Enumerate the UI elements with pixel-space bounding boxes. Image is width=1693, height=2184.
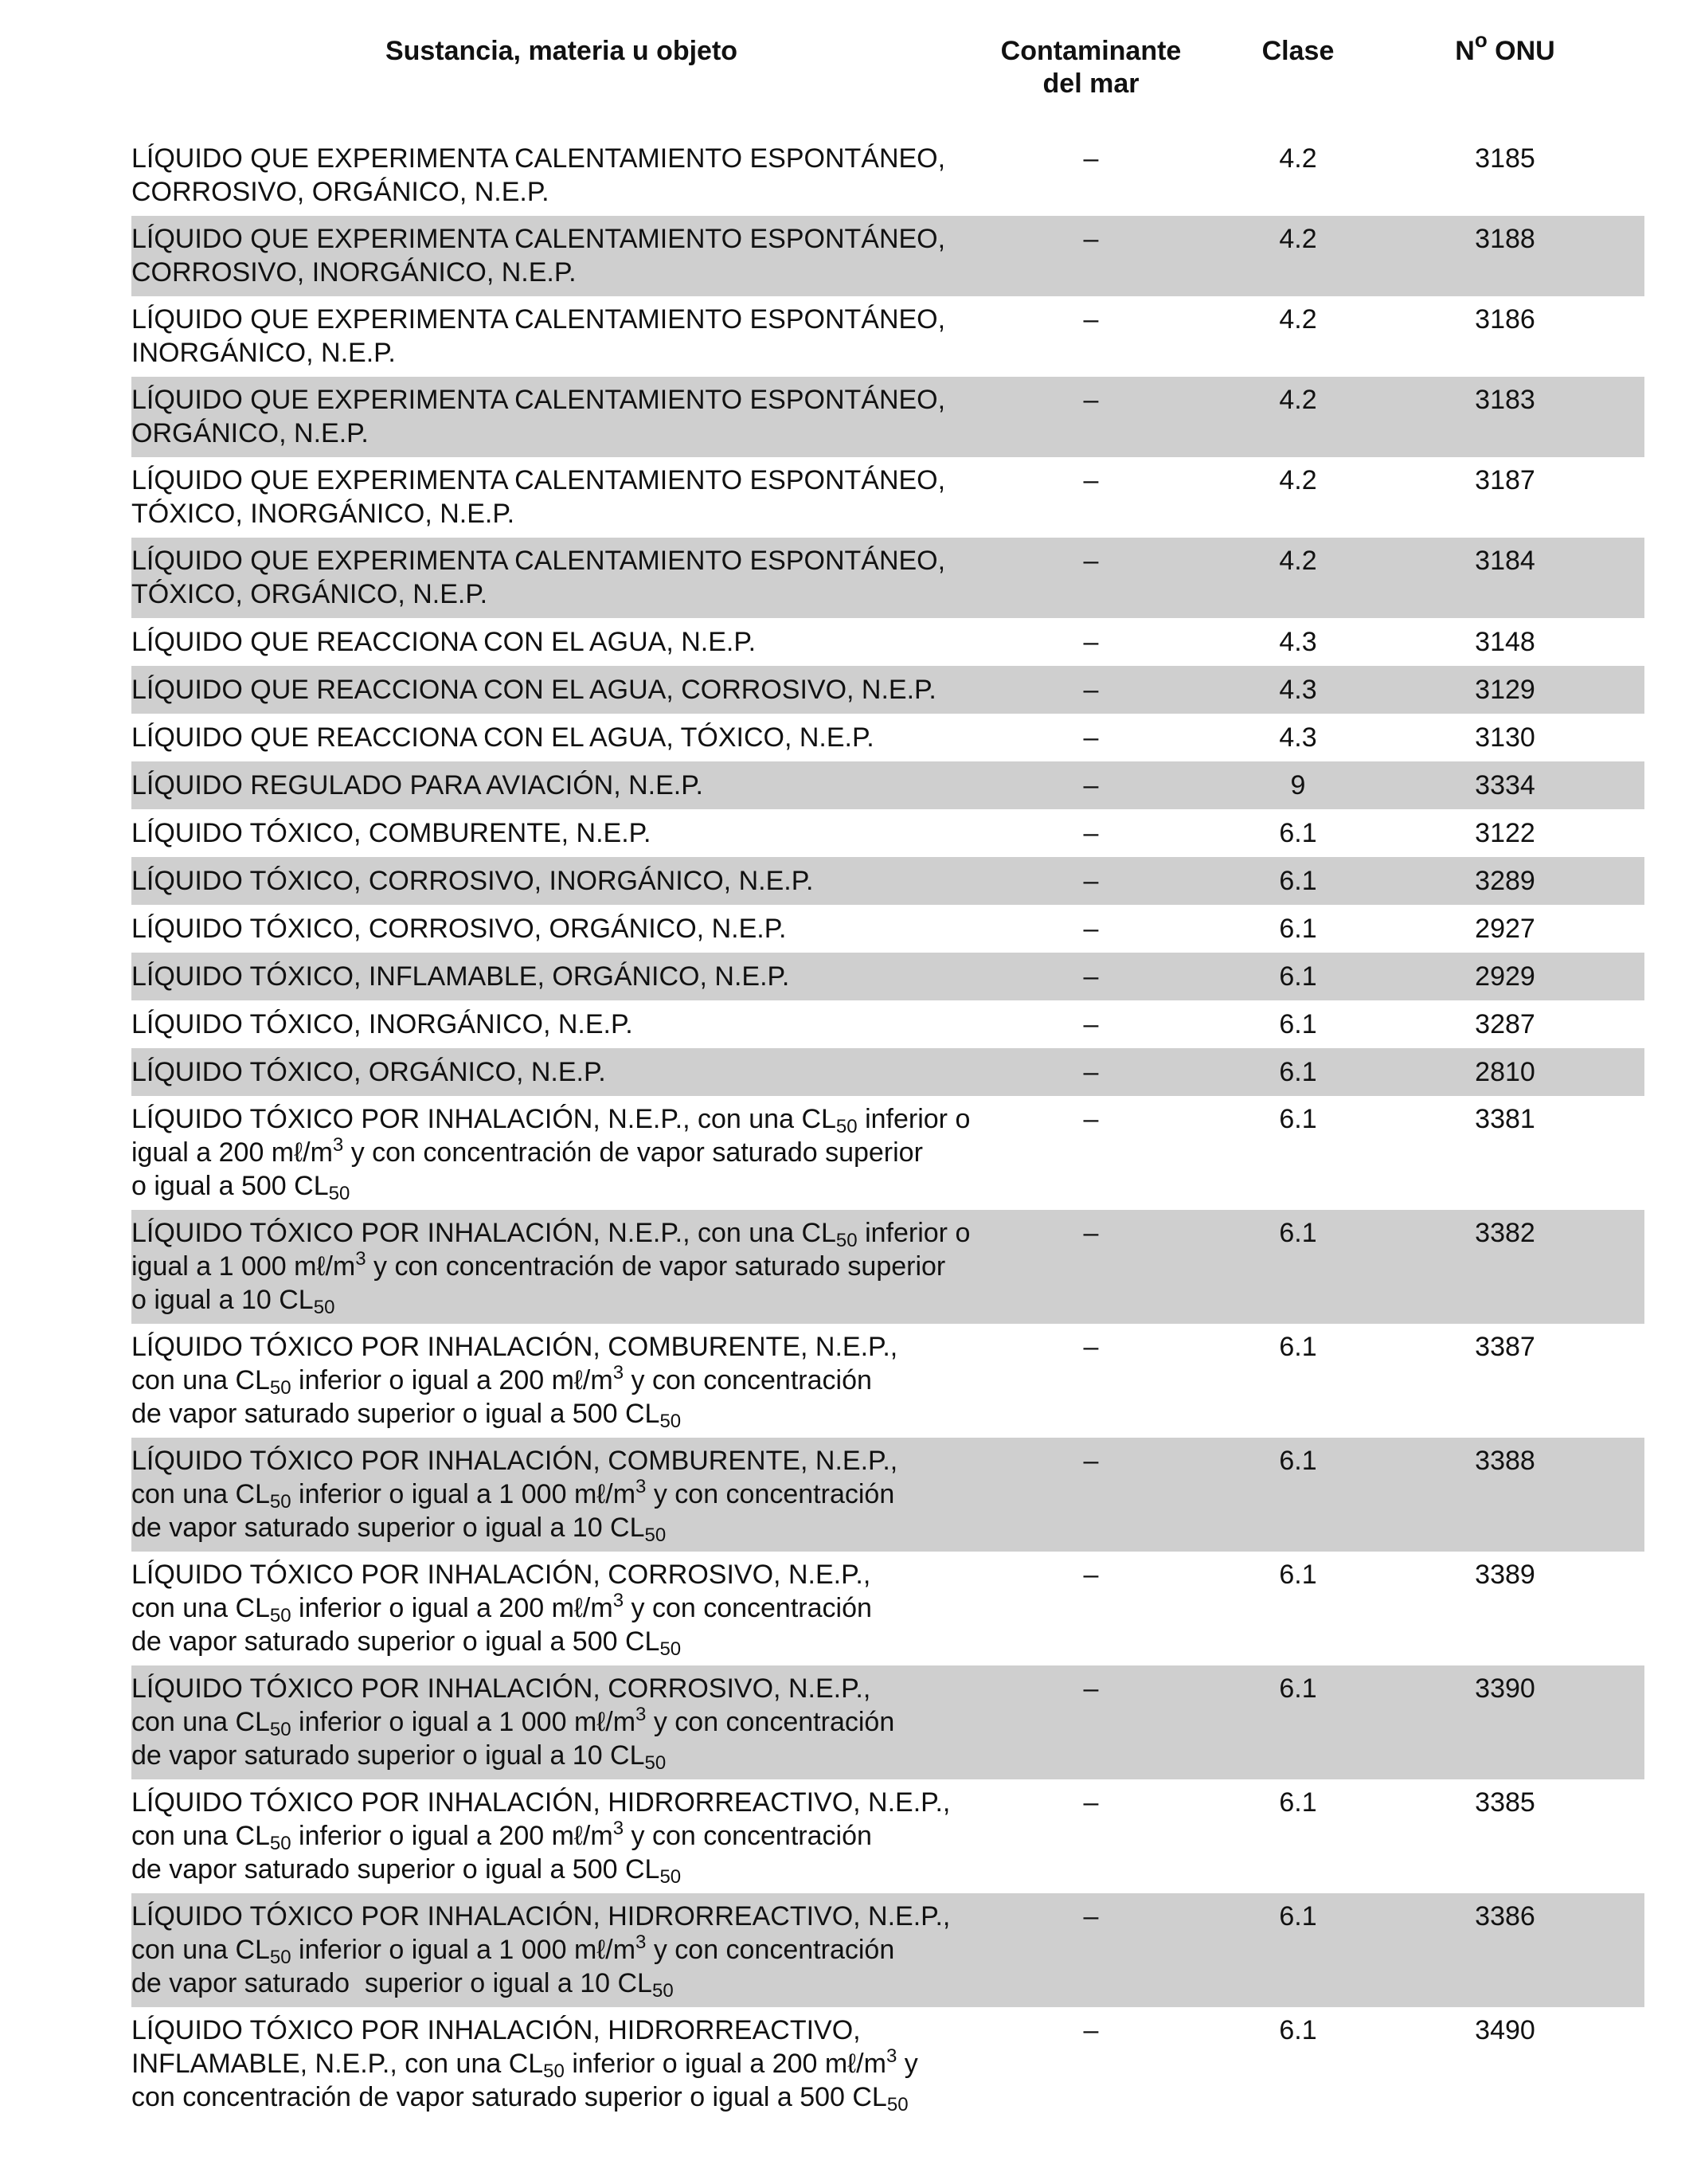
table-row xyxy=(131,618,1644,666)
subscript: 50 xyxy=(269,1605,291,1626)
class-cell: 4.2 xyxy=(1279,224,1317,254)
marine-pollutant-cell: – xyxy=(1083,722,1099,753)
header-un-number xyxy=(1406,28,1605,135)
table-row xyxy=(131,1438,1644,1552)
header-marine-pollutant-line2: del mar xyxy=(1042,68,1140,99)
marine-pollutant-cell: – xyxy=(1083,770,1099,800)
marine-pollutant-cell: – xyxy=(1083,1332,1099,1362)
text-segment: inferior o igual a 1 000 mℓ/m xyxy=(291,1707,636,1737)
marine-pollutant-cell: – xyxy=(1083,818,1099,848)
subscript: 50 xyxy=(269,1377,291,1399)
text-segment: CORROSIVO, INORGÁNICO, N.E.P. xyxy=(131,257,577,288)
superscript: 3 xyxy=(635,1476,647,1497)
text-segment: INFLAMABLE, N.E.P., con una CL xyxy=(131,2049,544,2079)
text-segment: y con concentración de vapor saturado superior xyxy=(343,1137,923,1168)
text-segment: y con concentración xyxy=(646,1479,895,1509)
text-segment: inferior o xyxy=(857,1218,971,1248)
substance-line xyxy=(131,1478,991,1511)
text-segment: LÍQUIDO TÓXICO, INORGÁNICO, N.E.P. xyxy=(131,1009,633,1039)
class-cell: 4.2 xyxy=(1279,304,1317,335)
table-row xyxy=(131,1893,1644,2007)
substance-cell xyxy=(131,960,991,1000)
substance-cell xyxy=(131,303,991,377)
substance-line xyxy=(131,2014,991,2047)
un-number-cell: 3148 xyxy=(1475,627,1535,657)
marine-pollutant-cell: – xyxy=(1083,1673,1099,1704)
table-row xyxy=(131,1665,1644,1779)
text-segment: inferior o igual a 200 mℓ/m xyxy=(291,1365,613,1395)
text-segment: LÍQUIDO QUE REACCIONA CON EL AGUA, TÓXICO, N.E.P. xyxy=(131,722,874,753)
substance-line xyxy=(131,1819,991,1853)
text-segment: LÍQUIDO QUE EXPERIMENTA CALENTAMIENTO ESPONTÁNEO, xyxy=(131,224,946,254)
marine-pollutant-cell: – xyxy=(1083,675,1099,705)
subscript: 50 xyxy=(313,1297,335,1318)
subscript: 50 xyxy=(269,1491,291,1513)
table-row xyxy=(131,905,1644,953)
class-cell: 6.1 xyxy=(1279,1787,1317,1818)
class-cell: 6.1 xyxy=(1279,2015,1317,2045)
table-row xyxy=(131,857,1644,905)
text-segment: inferior o igual a 200 mℓ/m xyxy=(291,1821,613,1851)
substance-line xyxy=(131,1967,991,2000)
text-segment: o igual a 500 CL xyxy=(131,1171,329,1201)
substance-line xyxy=(131,303,991,336)
text-segment: LÍQUIDO TÓXICO POR INHALACIÓN, HIDRORREACTIVO, N.E.P., xyxy=(131,1787,951,1818)
table-row xyxy=(131,1324,1644,1438)
substance-cell xyxy=(131,912,991,953)
text-segment: igual a 1 000 mℓ/m xyxy=(131,1251,356,1282)
table-row xyxy=(131,2007,1644,2121)
un-number-cell: 3490 xyxy=(1475,2015,1535,2045)
marine-pollutant-cell: – xyxy=(1083,1787,1099,1818)
class-cell: 6.1 xyxy=(1279,1332,1317,1362)
header-marine-pollutant xyxy=(991,35,1191,135)
marine-pollutant-cell: – xyxy=(1083,2015,1099,2045)
substance-line xyxy=(131,1250,991,1283)
substance-cell xyxy=(131,544,991,618)
table-header xyxy=(131,28,1644,135)
substance-line xyxy=(131,1933,991,1967)
substance-line xyxy=(131,1216,991,1250)
text-segment: de vapor saturado superior o igual a 500 CL xyxy=(131,1626,660,1657)
substance-cell xyxy=(131,769,991,809)
header-class: Clase xyxy=(1261,36,1335,66)
class-cell: 6.1 xyxy=(1279,1218,1317,1248)
substance-line xyxy=(131,175,991,209)
class-cell: 9 xyxy=(1290,770,1306,800)
table-row xyxy=(131,457,1644,538)
substance-line xyxy=(131,1786,991,1819)
marine-pollutant-cell: – xyxy=(1083,1446,1099,1476)
substance-line xyxy=(131,256,991,289)
subscript: 50 xyxy=(269,1719,291,1740)
substance-line xyxy=(131,1705,991,1739)
un-number-cell: 3188 xyxy=(1475,224,1535,254)
substance-line xyxy=(131,912,991,945)
substance-line xyxy=(131,816,991,850)
superscript: 3 xyxy=(612,1818,624,1839)
text-segment: LÍQUIDO TÓXICO, CORROSIVO, ORGÁNICO, N.E.P. xyxy=(131,914,787,944)
subscript: 50 xyxy=(644,1524,667,1546)
subscript: 50 xyxy=(543,2061,565,2082)
substance-line xyxy=(131,1558,991,1591)
substance-cell xyxy=(131,2014,991,2121)
class-cell: 6.1 xyxy=(1279,1104,1317,1134)
text-segment: de vapor saturado superior o igual a 500 CL xyxy=(131,1854,660,1885)
substance-cell xyxy=(131,1216,991,1324)
subscript: 50 xyxy=(269,1833,291,1854)
text-segment: LÍQUIDO QUE EXPERIMENTA CALENTAMIENTO ESPONTÁNEO, xyxy=(131,304,946,335)
table-row xyxy=(131,809,1644,857)
table-row xyxy=(131,216,1644,296)
substance-line xyxy=(131,1397,991,1431)
subscript: 50 xyxy=(886,2094,909,2116)
un-number-cell: 3289 xyxy=(1475,866,1535,896)
text-segment: con una CL xyxy=(131,1365,270,1395)
class-cell: 4.2 xyxy=(1279,465,1317,495)
marine-pollutant-cell: – xyxy=(1083,866,1099,896)
substance-cell xyxy=(131,1786,991,1893)
header-un-prefix: N xyxy=(1455,36,1475,66)
substance-line xyxy=(131,577,991,611)
text-segment: de vapor saturado superior o igual a 10 CL xyxy=(131,1513,645,1543)
text-segment: o igual a 10 CL xyxy=(131,1285,314,1315)
substance-cell xyxy=(131,1444,991,1552)
table-row xyxy=(131,377,1644,457)
superscript: 3 xyxy=(612,1590,624,1611)
header-un-suffix: ONU xyxy=(1487,36,1555,66)
un-number-cell: 2929 xyxy=(1475,961,1535,992)
substance-cell xyxy=(131,1055,991,1096)
un-number-cell: 3185 xyxy=(1475,143,1535,174)
table-body xyxy=(131,135,1644,2121)
un-number-cell: 3381 xyxy=(1475,1104,1535,1134)
marine-pollutant-cell: – xyxy=(1083,1057,1099,1087)
substance-cell xyxy=(131,1330,991,1438)
substance-line xyxy=(131,1330,991,1364)
class-cell: 6.1 xyxy=(1279,1901,1317,1932)
substance-cell xyxy=(131,222,991,296)
substance-line xyxy=(131,721,991,754)
un-number-cell: 2810 xyxy=(1475,1057,1535,1087)
substance-line xyxy=(131,1900,991,1933)
substance-line xyxy=(131,2047,991,2080)
marine-pollutant-cell: – xyxy=(1083,465,1099,495)
marine-pollutant-cell: – xyxy=(1083,304,1099,335)
class-cell: 6.1 xyxy=(1279,818,1317,848)
text-segment: LÍQUIDO REGULADO PARA AVIACIÓN, N.E.P. xyxy=(131,770,703,800)
substance-cell xyxy=(131,1008,991,1048)
dangerous-goods-table xyxy=(131,28,1644,2121)
substance-line xyxy=(131,383,991,417)
substance-line xyxy=(131,464,991,497)
table-row xyxy=(131,1048,1644,1096)
class-cell: 4.3 xyxy=(1279,722,1317,753)
subscript: 50 xyxy=(835,1230,858,1251)
un-number-cell: 3287 xyxy=(1475,1009,1535,1039)
substance-line xyxy=(131,1008,991,1041)
subscript: 50 xyxy=(659,1866,682,1888)
text-segment: LÍQUIDO TÓXICO POR INHALACIÓN, COMBURENTE, N.E.P., xyxy=(131,1332,898,1362)
table-row xyxy=(131,666,1644,714)
class-cell: 6.1 xyxy=(1279,961,1317,992)
substance-line xyxy=(131,1591,991,1625)
substance-cell xyxy=(131,1102,991,1210)
class-cell: 4.3 xyxy=(1279,627,1317,657)
text-segment: de vapor saturado superior o igual a 500 CL xyxy=(131,1399,660,1429)
text-segment: LÍQUIDO TÓXICO POR INHALACIÓN, N.E.P., con una CL xyxy=(131,1218,836,1248)
text-segment: LÍQUIDO TÓXICO, INFLAMABLE, ORGÁNICO, N.E.P. xyxy=(131,961,790,992)
text-segment: y con concentración de vapor saturado superior xyxy=(366,1251,946,1282)
text-segment: con una CL xyxy=(131,1821,270,1851)
header-marine-pollutant-line1: Contaminante xyxy=(1000,36,1182,66)
text-segment: LÍQUIDO TÓXICO POR INHALACIÓN, HIDRORREACTIVO, xyxy=(131,2015,861,2045)
marine-pollutant-cell: – xyxy=(1083,1901,1099,1932)
un-number-cell: 3389 xyxy=(1475,1560,1535,1590)
substance-line xyxy=(131,336,991,370)
substance-line xyxy=(131,222,991,256)
substance-line xyxy=(131,417,991,450)
subscript: 50 xyxy=(644,1752,667,1774)
substance-cell xyxy=(131,1900,991,2007)
text-segment: inferior o igual a 200 mℓ/m xyxy=(291,1593,613,1623)
text-segment: y con concentración xyxy=(646,1707,895,1737)
class-cell: 6.1 xyxy=(1279,1446,1317,1476)
header-un-sup: o xyxy=(1474,28,1488,52)
subscript: 50 xyxy=(835,1116,858,1137)
substance-cell xyxy=(131,464,991,538)
text-segment: LÍQUIDO QUE EXPERIMENTA CALENTAMIENTO ESPONTÁNEO, xyxy=(131,546,946,576)
marine-pollutant-cell: – xyxy=(1083,1009,1099,1039)
table-row xyxy=(131,296,1644,377)
text-segment: con una CL xyxy=(131,1707,270,1737)
subscript: 50 xyxy=(659,1411,682,1432)
un-number-cell: 3382 xyxy=(1475,1218,1535,1248)
superscript: 3 xyxy=(612,1362,624,1384)
text-segment: con una CL xyxy=(131,1593,270,1623)
marine-pollutant-cell: – xyxy=(1083,546,1099,576)
table-row xyxy=(131,135,1644,216)
marine-pollutant-cell: – xyxy=(1083,143,1099,174)
class-cell: 4.3 xyxy=(1279,675,1317,705)
substance-line xyxy=(131,1055,991,1089)
un-number-cell: 3388 xyxy=(1475,1446,1535,1476)
substance-line xyxy=(131,1283,991,1317)
substance-line xyxy=(131,673,991,706)
text-segment: y xyxy=(897,2049,918,2079)
text-segment: con una CL xyxy=(131,1935,270,1965)
text-segment: LÍQUIDO QUE REACCIONA CON EL AGUA, CORROSIVO, N.E.P. xyxy=(131,675,936,705)
substance-cell xyxy=(131,816,991,857)
marine-pollutant-cell: – xyxy=(1083,627,1099,657)
marine-pollutant-cell: – xyxy=(1083,1104,1099,1134)
table-row xyxy=(131,1210,1644,1324)
text-segment: LÍQUIDO QUE REACCIONA CON EL AGUA, N.E.P. xyxy=(131,627,757,657)
text-segment: y con concentración xyxy=(624,1821,872,1851)
text-segment: INORGÁNICO, N.E.P. xyxy=(131,338,396,368)
table-row xyxy=(131,1096,1644,1210)
un-number-cell: 3186 xyxy=(1475,304,1535,335)
table-row xyxy=(131,1552,1644,1665)
class-cell: 4.2 xyxy=(1279,143,1317,174)
marine-pollutant-cell: – xyxy=(1083,385,1099,415)
subscript: 50 xyxy=(269,1947,291,1968)
substance-line xyxy=(131,142,991,175)
substance-cell xyxy=(131,383,991,457)
un-number-cell: 3390 xyxy=(1475,1673,1535,1704)
marine-pollutant-cell: – xyxy=(1083,1560,1099,1590)
text-segment: y con concentración xyxy=(624,1365,872,1395)
subscript: 50 xyxy=(651,1980,674,2002)
text-segment: inferior o igual a 1 000 mℓ/m xyxy=(291,1479,636,1509)
text-segment: LÍQUIDO TÓXICO POR INHALACIÓN, CORROSIVO, N.E.P., xyxy=(131,1673,871,1704)
class-cell: 6.1 xyxy=(1279,1057,1317,1087)
un-number-cell: 3184 xyxy=(1475,546,1535,576)
substance-line xyxy=(131,1444,991,1478)
table-row xyxy=(131,714,1644,761)
class-cell: 6.1 xyxy=(1279,1009,1317,1039)
un-number-cell: 3385 xyxy=(1475,1787,1535,1818)
text-segment: CORROSIVO, ORGÁNICO, N.E.P. xyxy=(131,177,549,207)
text-segment: LÍQUIDO QUE EXPERIMENTA CALENTAMIENTO ESPONTÁNEO, xyxy=(131,465,946,495)
class-cell: 4.2 xyxy=(1279,546,1317,576)
un-number-cell: 3334 xyxy=(1475,770,1535,800)
un-number-cell: 3122 xyxy=(1475,818,1535,848)
text-segment: LÍQUIDO QUE EXPERIMENTA CALENTAMIENTO ESPONTÁNEO, xyxy=(131,143,946,174)
text-segment: LÍQUIDO TÓXICO POR INHALACIÓN, COMBURENTE, N.E.P., xyxy=(131,1446,898,1476)
table-row xyxy=(131,761,1644,809)
text-segment: LÍQUIDO TÓXICO, ORGÁNICO, N.E.P. xyxy=(131,1057,606,1087)
text-segment: inferior o igual a 1 000 mℓ/m xyxy=(291,1935,636,1965)
text-segment: de vapor saturado superior o igual a 10 CL xyxy=(131,1740,645,1771)
text-segment: LÍQUIDO TÓXICO, COMBURENTE, N.E.P. xyxy=(131,818,651,848)
class-cell: 6.1 xyxy=(1279,1560,1317,1590)
superscript: 3 xyxy=(332,1134,344,1156)
substance-line xyxy=(131,1739,991,1772)
superscript: 3 xyxy=(355,1248,366,1270)
substance-line xyxy=(131,960,991,993)
substance-line xyxy=(131,769,991,802)
superscript: 3 xyxy=(635,1704,647,1725)
substance-line xyxy=(131,1625,991,1658)
superscript: 3 xyxy=(635,1932,647,1953)
un-number-cell: 3183 xyxy=(1475,385,1535,415)
text-segment: ORGÁNICO, N.E.P. xyxy=(131,418,369,448)
text-segment: y con concentración xyxy=(646,1935,895,1965)
un-number-cell: 3387 xyxy=(1475,1332,1535,1362)
text-segment: LÍQUIDO TÓXICO POR INHALACIÓN, HIDRORREACTIVO, N.E.P., xyxy=(131,1901,951,1932)
substance-line xyxy=(131,1364,991,1397)
substance-line xyxy=(131,1511,991,1544)
text-segment: LÍQUIDO TÓXICO POR INHALACIÓN, N.E.P., con una CL xyxy=(131,1104,836,1134)
text-segment: con concentración de vapor saturado superior o igual a 500 CL xyxy=(131,2082,887,2112)
substance-line xyxy=(131,1169,991,1203)
subscript: 50 xyxy=(659,1638,682,1660)
un-number-cell: 2927 xyxy=(1475,914,1535,944)
table-row xyxy=(131,953,1644,1000)
substance-line xyxy=(131,1102,991,1136)
text-segment: inferior o xyxy=(857,1104,971,1134)
substance-line xyxy=(131,544,991,577)
un-number-cell: 3129 xyxy=(1475,675,1535,705)
text-segment: TÓXICO, INORGÁNICO, N.E.P. xyxy=(131,499,515,529)
substance-line xyxy=(131,1853,991,1886)
marine-pollutant-cell: – xyxy=(1083,914,1099,944)
substance-cell xyxy=(131,1558,991,1665)
table-row xyxy=(131,1000,1644,1048)
table-row xyxy=(131,538,1644,618)
class-cell: 6.1 xyxy=(1279,1673,1317,1704)
text-segment: con una CL xyxy=(131,1479,270,1509)
text-segment: inferior o igual a 200 mℓ/m xyxy=(564,2049,886,2079)
text-segment: TÓXICO, ORGÁNICO, N.E.P. xyxy=(131,579,488,609)
header-substance: Sustancia, materia u objeto xyxy=(385,36,738,66)
un-number-cell: 3130 xyxy=(1475,722,1535,753)
marine-pollutant-cell: – xyxy=(1083,224,1099,254)
text-segment: y con concentración xyxy=(624,1593,872,1623)
substance-cell xyxy=(131,1672,991,1779)
substance-cell xyxy=(131,721,991,761)
table-row xyxy=(131,1779,1644,1893)
substance-line xyxy=(131,864,991,898)
marine-pollutant-cell: – xyxy=(1083,1218,1099,1248)
substance-line xyxy=(131,625,991,659)
un-number-cell: 3386 xyxy=(1475,1901,1535,1932)
marine-pollutant-cell: – xyxy=(1083,961,1099,992)
substance-line xyxy=(131,2080,991,2114)
class-cell: 6.1 xyxy=(1279,914,1317,944)
substance-cell xyxy=(131,864,991,905)
subscript: 50 xyxy=(328,1183,350,1204)
substance-line xyxy=(131,1672,991,1705)
text-segment: LÍQUIDO TÓXICO POR INHALACIÓN, CORROSIVO, N.E.P., xyxy=(131,1560,871,1590)
un-number-cell: 3187 xyxy=(1475,465,1535,495)
text-segment: LÍQUIDO TÓXICO, CORROSIVO, INORGÁNICO, N.E.P. xyxy=(131,866,814,896)
class-cell: 4.2 xyxy=(1279,385,1317,415)
substance-line xyxy=(131,497,991,530)
text-segment: LÍQUIDO QUE EXPERIMENTA CALENTAMIENTO ESPONTÁNEO, xyxy=(131,385,946,415)
text-segment: de vapor saturado superior o igual a 10 CL xyxy=(131,1968,652,1998)
superscript: 3 xyxy=(886,2045,897,2067)
substance-cell xyxy=(131,673,991,714)
substance-line xyxy=(131,1136,991,1169)
text-segment: igual a 200 mℓ/m xyxy=(131,1137,333,1168)
substance-cell xyxy=(131,625,991,666)
class-cell: 6.1 xyxy=(1279,866,1317,896)
substance-cell xyxy=(131,142,991,216)
